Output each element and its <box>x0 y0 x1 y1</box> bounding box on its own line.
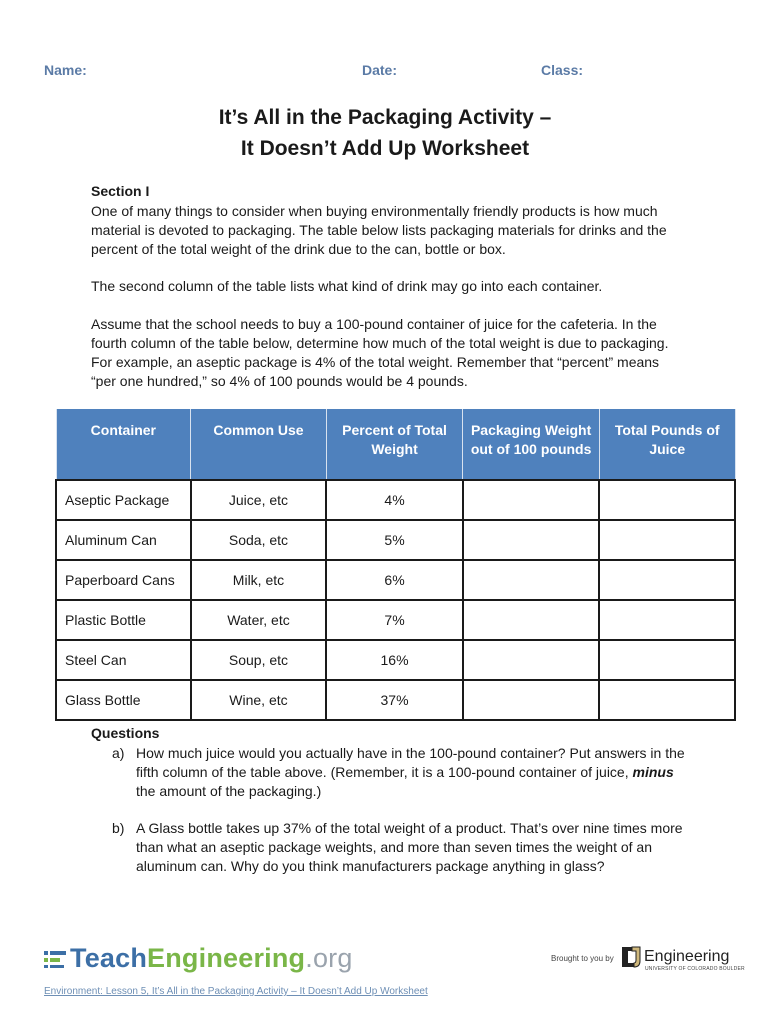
table-row <box>56 680 735 720</box>
table-row <box>56 600 735 640</box>
cell-common-use: Wine, etc <box>191 680 327 720</box>
teachengineering-mark-icon <box>44 948 66 968</box>
cell-container: Plastic Bottle <box>56 600 191 640</box>
cell-total-juice[interactable] <box>599 480 735 520</box>
cell-packaging-weight[interactable] <box>463 640 600 680</box>
packaging-table <box>55 409 736 721</box>
footer-link[interactable]: Environment: Lesson 5, It’s All in the Packaging Activity – It Doesn’t Add Up Worksheet <box>44 986 428 997</box>
table-row <box>56 640 735 680</box>
logo-engineering: Engineering <box>147 943 306 973</box>
cell-container: Aluminum Can <box>56 520 191 560</box>
question-b-text: A Glass bottle takes up 37% of the total weight of a product. That’s over nine times more than what an aseptic package weights, and more than seven times the weight of an aluminum can. Why do you think manufacturers package anything in glass? <box>136 820 683 874</box>
question-b-label: b) <box>112 820 125 836</box>
cell-packaging-weight[interactable] <box>463 600 600 640</box>
teachengineering-logo <box>44 943 353 974</box>
cell-percent: 4% <box>326 480 463 520</box>
question-a-text-part2: the amount of the packaging.) <box>136 783 322 799</box>
cu-university-name: UNIVERSITY OF COLORADO BOULDER <box>645 966 745 972</box>
cell-container: Steel Can <box>56 640 191 680</box>
table-row <box>56 560 735 600</box>
section-paragraph-2: The second column of the table lists what kind of drink may go into each container. <box>91 278 603 294</box>
class-label: Class: <box>541 62 584 78</box>
table-header-row <box>56 409 735 480</box>
section-paragraph-3: Assume that the school needs to buy a 100-pound container of juice for the cafeteria. In the fourth column of the table below, determine how much of the total weight is due to packaging. For example, an aseptic package is 4% of the total weight. Remember that “percent” means “per one hundred,” so 4% of 100 pounds would be 4 pounds. <box>91 316 669 389</box>
cell-common-use: Milk, etc <box>191 560 327 600</box>
name-label: Name: <box>44 62 87 78</box>
logo-org: .org <box>305 943 353 973</box>
logo-teach: Teach <box>70 943 148 973</box>
page-title-line1: It’s All in the Packaging Activity – <box>218 106 552 129</box>
cell-total-juice[interactable] <box>599 520 735 560</box>
col-header-packaging-weight: Packaging Weight out of 100 pounds <box>463 409 600 480</box>
cell-container: Glass Bottle <box>56 680 191 720</box>
table-row <box>56 520 735 560</box>
date-label: Date: <box>362 62 398 78</box>
brought-by-text: Brought to you by <box>551 954 614 963</box>
cell-percent: 7% <box>326 600 463 640</box>
cell-container: Paperboard Cans <box>56 560 191 600</box>
question-a-text-part1: How much juice would you actually have in the 100-pound container? Put answers in the fifth column of the table above. (Remember, it is a 100-pound container of juice, <box>136 745 685 780</box>
cu-engineering-word: Engineering <box>644 948 730 965</box>
col-header-common-use: Common Use <box>191 409 327 480</box>
cell-common-use: Water, etc <box>191 600 327 640</box>
cu-logo-icon <box>620 945 642 969</box>
cell-percent: 5% <box>326 520 463 560</box>
cell-common-use: Juice, etc <box>191 480 327 520</box>
col-header-container: Container <box>56 409 191 480</box>
col-header-total-juice: Total Pounds of Juice <box>599 409 735 480</box>
cell-packaging-weight[interactable] <box>463 520 600 560</box>
cell-total-juice[interactable] <box>599 640 735 680</box>
cell-percent: 6% <box>326 560 463 600</box>
cell-common-use: Soup, etc <box>191 640 327 680</box>
cell-total-juice[interactable] <box>599 600 735 640</box>
cell-packaging-weight[interactable] <box>463 560 600 600</box>
questions-heading: Questions <box>91 725 160 741</box>
cell-packaging-weight[interactable] <box>463 480 600 520</box>
cell-percent: 37% <box>326 680 463 720</box>
cell-total-juice[interactable] <box>599 560 735 600</box>
page-title-line2: It Doesn’t Add Up Worksheet <box>240 137 530 160</box>
cell-total-juice[interactable] <box>599 680 735 720</box>
question-a-emphasis: minus <box>632 764 674 780</box>
section-paragraph-1: One of many things to consider when buying environmentally friendly products is how much material is devoted to packaging. The table below lists packaging materials for drinks and the percent of the total weight of the drink due to the can, bottle or box. <box>91 203 667 257</box>
cell-percent: 16% <box>326 640 463 680</box>
cell-common-use: Soda, etc <box>191 520 327 560</box>
col-header-percent: Percent of Total Weight <box>326 409 463 480</box>
question-b <box>112 819 702 879</box>
question-a-text <box>136 744 696 801</box>
cell-packaging-weight[interactable] <box>463 680 600 720</box>
section-heading: Section I <box>91 183 150 199</box>
cell-container: Aseptic Package <box>56 480 191 520</box>
question-a-label: a) <box>112 745 125 761</box>
question-a <box>112 744 702 804</box>
table-row <box>56 480 735 520</box>
